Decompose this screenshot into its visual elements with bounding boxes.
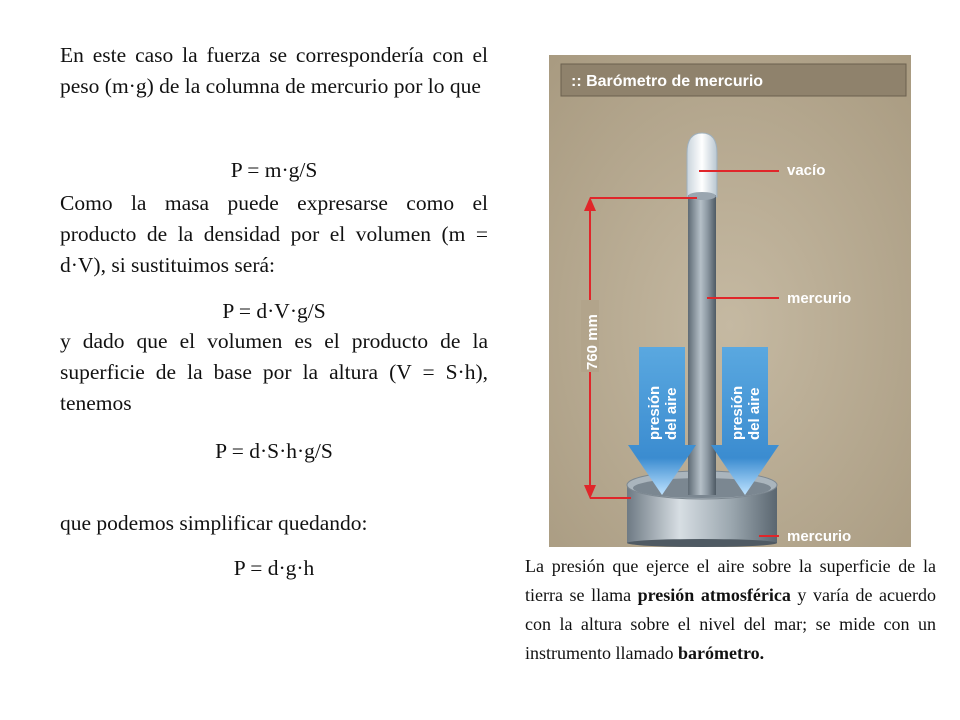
arrow-right-line2: del aire bbox=[746, 387, 763, 440]
arrow-left-line1: presión bbox=[646, 385, 663, 440]
label-mercury-bowl: mercurio bbox=[787, 528, 852, 545]
caption-term-atmospheric-pressure: presión atmosférica bbox=[637, 585, 791, 605]
vacuum-tube-top bbox=[687, 133, 717, 197]
formula-1: P = m·g/S bbox=[230, 158, 318, 182]
caption-term-barometer: barómetro. bbox=[677, 643, 765, 663]
barometer-illustration bbox=[549, 55, 911, 547]
height-label: 760 mm bbox=[584, 314, 601, 370]
paragraph-volume: y dado que el volumen es el producto de la superficie de la base por la altura (V = S·h), tenemos bbox=[60, 329, 488, 415]
caption-part2: y varía de acuerdo con la altura sobre el nivel del mar; se mide con un instrumento llamado bbox=[525, 585, 936, 663]
formula-3: P = d·S·h·g/S bbox=[215, 439, 333, 463]
paragraph-mass-density: Como la masa puede expresarse como el producto de la densidad por el volumen (m = d·V), si sustituimos será: bbox=[60, 191, 488, 277]
paragraph-simplify: que podemos simplificar quedando: bbox=[60, 511, 368, 535]
arrow-right-line1: presión bbox=[729, 385, 746, 440]
label-vacuum: vacío bbox=[787, 162, 826, 179]
figure-title: :: Barómetro de mercurio bbox=[571, 73, 764, 90]
label-mercury-column: mercurio bbox=[787, 290, 852, 307]
figure-caption bbox=[525, 552, 936, 668]
caption-part1: La presión que ejerce el aire sobre la superficie de la tierra se llama bbox=[525, 556, 936, 605]
bowl-base bbox=[627, 539, 777, 547]
formula-final: P = d·g·h bbox=[233, 556, 315, 580]
formula-2: P = d·V·g/S bbox=[222, 299, 326, 323]
paragraph-force-weight: En este caso la fuerza se correspondería con el peso (m·g) de la columna de mercurio por lo que bbox=[60, 43, 488, 98]
arrow-left-line2: del aire bbox=[663, 387, 680, 440]
